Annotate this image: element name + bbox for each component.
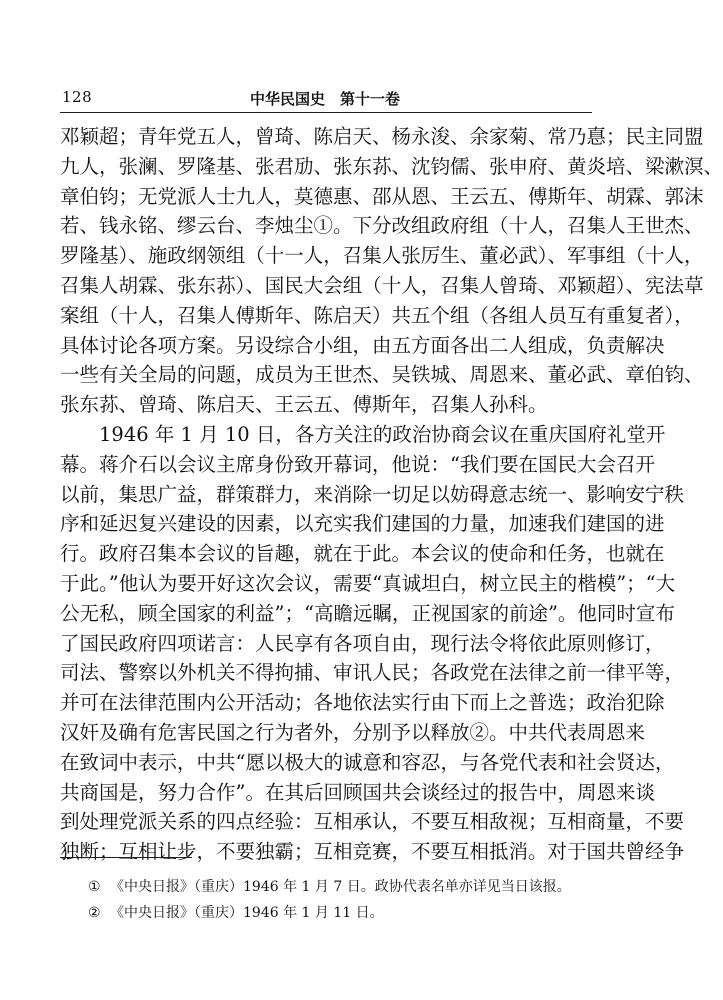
text-line: 并可在法律范围内公开活动；各地依法实行由下而上之普选；政治犯除	[60, 691, 665, 715]
footnotes	[60, 874, 594, 926]
text-line: 到处理党派关系的四点经验：互相承认，不要互相敌视；互相商量，不要	[60, 810, 685, 834]
text-line: 了国民政府四项诺言：人民享有各项自由，现行法令将依此原则修订，	[60, 631, 665, 655]
text-line: 司法、警察以外机关不得拘捕、审讯人民；各政党在法律之前一律平等，	[60, 661, 685, 685]
header-rule	[60, 112, 592, 113]
footnote-mark: ②	[88, 905, 101, 921]
text-line: 独断；互相让步，不要独霸；互相竞赛，不要互相抵消。对于国共曾经争	[60, 840, 685, 864]
running-title: 中华民国史 第十一卷	[249, 90, 400, 108]
text-line: 若、钱永铭、缪云台、李烛尘①。下分改组政府组（十人，召集人王世杰、	[60, 214, 704, 238]
text-line: 案组（十人，召集人傅斯年、陈启天）共五个组（各组人员互有重复者），	[60, 303, 694, 327]
text-line: 序和延迟复兴建设的因素，以充实我们建国的力量，加速我们建国的进	[60, 512, 665, 536]
text-line: 在致词中表示，中共“愿以极大的诚意和容忍，与各党代表和社会贤达，	[60, 750, 675, 774]
footnote	[60, 900, 594, 926]
text-line: 罗隆基）、施政纲领组（十一人，召集人张厉生、董必武）、军事组（十人，	[60, 244, 704, 268]
footnote-mark: ①	[88, 879, 101, 895]
text-line: 于此。”他认为要开好这次会议，需要“真诚坦白，树立民主的楷模”；“大	[60, 571, 676, 595]
text-line: 张东荪、曾琦、陈启天、王云五、傅斯年，召集人孙科。	[60, 393, 548, 417]
text-line: 章伯钧；无党派人士九人，莫德惠、邵从恩、王云五、傅斯年、胡霖、郭沫	[60, 184, 704, 208]
footnote-rule	[60, 857, 192, 858]
text-line: 以前，集思广益，群策群力，来消除一切足以妨碍意志统一、影响安宁秩	[60, 482, 685, 506]
text-line: 九人，张澜、罗隆基、张君劢、张东荪、沈钧儒、张申府、黄炎培、梁漱溟、	[60, 154, 723, 178]
page-header	[60, 86, 590, 112]
footnote-text: 《中央日报》（重庆）1946 年 1 月 7 日。政协代表名单亦详见当日该报。	[110, 879, 571, 895]
text-line: 1946 年 1 月 10 日，各方关注的政治协商会议在重庆国府礼堂开	[99, 422, 666, 446]
footnote	[60, 874, 594, 900]
body-text	[60, 122, 723, 867]
text-line: 共商国是，努力合作”。在其后回顾国共会谈经过的报告中，周恩来谈	[60, 780, 655, 804]
page-number: 128	[62, 88, 93, 106]
text-line: 汉奸及确有危害民国之行为者外，分别予以释放②。中共代表周恩来	[60, 720, 646, 744]
text-line: 具体讨论各项方案。另设综合小组，由五方面各出二人组成，负责解决	[60, 333, 665, 357]
text-line: 行。政府召集本会议的旨趣，就在于此。本会议的使命和任务，也就在	[60, 542, 665, 566]
text-line: 公无私，顾全国家的利益”；“高瞻远瞩，正视国家的前途”。他同时宣布	[60, 601, 675, 625]
text-line: 一些有关全局的问题，成员为王世杰、吴铁城、周恩来、董必武、章伯钧、	[60, 363, 704, 387]
footnote-text: 《中央日报》（重庆）1946 年 1 月 11 日。	[110, 905, 384, 921]
text-line: 召集人胡霖、张东荪）、国民大会组（十人，召集人曾琦、邓颖超）、宪法草	[60, 273, 704, 297]
text-line: 幕。蒋介石以会议主席身份致开幕词，他说：“我们要在国民大会召开	[60, 452, 655, 476]
text-line: 邓颖超；青年党五人，曾琦、陈启天、杨永浚、余家菊、常乃惪；民主同盟	[60, 125, 704, 148]
